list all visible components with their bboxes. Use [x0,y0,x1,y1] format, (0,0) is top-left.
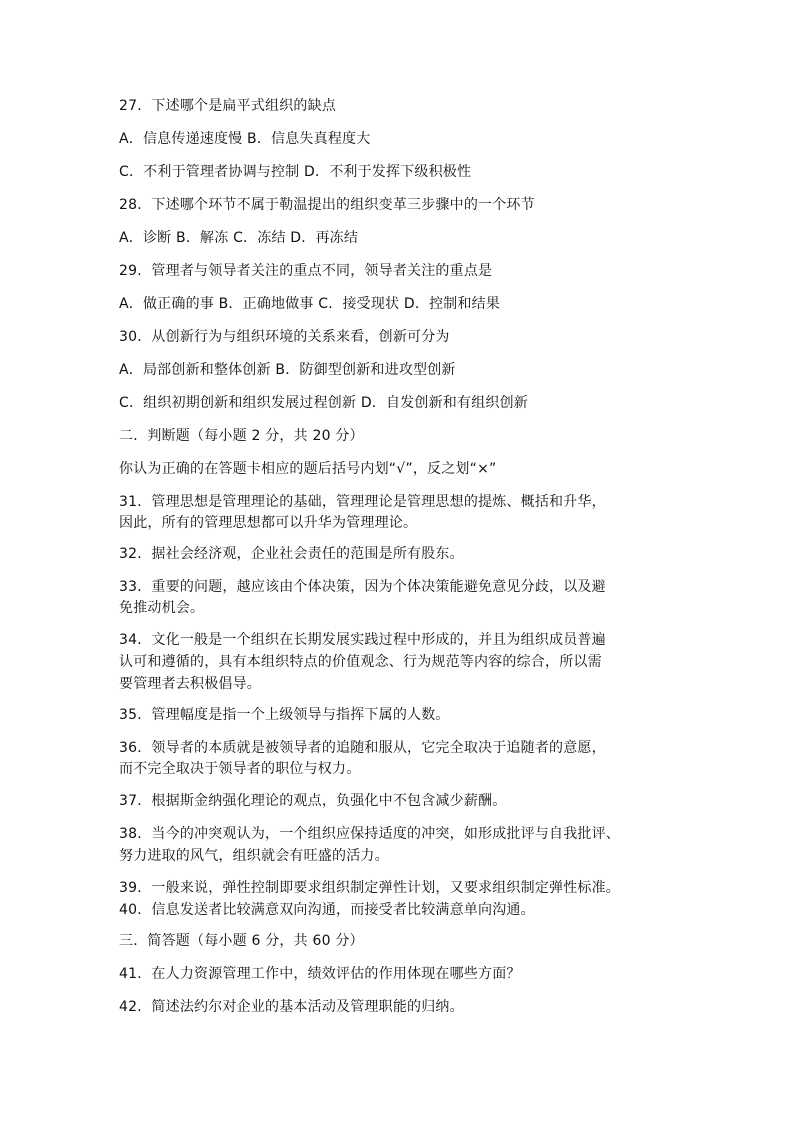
text-line: A．信息传递速度慢 B．信息失真程度大 [119,131,371,147]
text-line: A．诊断 B．解冻 C．冻结 D．再冻结 [119,230,359,246]
text-line: 29．管理者与领导者关注的重点不同，领导者关注的重点是 [119,263,493,279]
text-line: 33．重要的问题，越应该由个体决策，因为个体决策能避免意见分歧，以及避 [119,579,606,595]
text-line: 42．简述法约尔对企业的基本活动及管理职能的归纳。 [119,999,464,1015]
text-line: 34．文化一般是一个组织在长期发展实践过程中形成的，并且为组织成员普遍 [119,632,606,648]
text-line: 努力进取的风气，组织就会有旺盛的活力。 [119,848,389,864]
text-line: 认可和遵循的，具有本组织特点的价值观念、行为规范等内容的综合，所以需 [119,654,602,670]
text-line: 三．简答题（每小题 6 分，共 60 分） [119,933,364,949]
text-line: 免推动机会。 [119,600,205,616]
text-line: 36．领导者的本质就是被领导者的追随和服从，它完全取决于追随者的意愿， [119,740,606,756]
text-line: A．做正确的事 B．正确地做事 C．接受现状 D．控制和结果 [119,296,501,312]
text-line: 35．管理幅度是指一个上级领导与指挥下属的人数。 [119,707,450,723]
text-line: 40．信息发送者比较满意双向沟通，而接受者比较满意单向沟通。 [119,902,535,918]
text-line: 28．下述哪个环节不属于勒温提出的组织变革三步骤中的一个环节 [119,197,535,213]
text-line: A．局部创新和整体创新 B．防御型创新和进攻型创新 [119,362,456,378]
text-line: 30．从创新行为与组织环境的关系来看，创新可分为 [119,329,450,345]
text-line: 37．根据斯金纳强化理论的观点，负强化中不包含减少薪酬。 [119,793,507,809]
text-line: 41．在人力资源管理工作中，绩效评估的作用体现在哪些方面？ [119,966,521,982]
text-line: 39．一般来说，弹性控制即要求组织制定弹性计划，又要求组织制定弹性标准。 [119,880,621,896]
text-line: 而不完全取决于领导者的职位与权力。 [119,761,361,777]
text-line: C．组织初期创新和组织发展过程创新 D．自发创新和有组织创新 [119,395,529,411]
text-line: 27．下述哪个是扁平式组织的缺点 [119,98,337,114]
text-line: 31．管理思想是管理理论的基础，管理理论是管理思想的提炼、概括和升华， [119,494,606,510]
text-line: 38．当今的冲突观认为，一个组织应保持适度的冲突，如形成批评与自我批评、 [119,826,621,842]
text-line: C．不利于管理者协调与控制 D．不利于发挥下级积极性 [119,164,472,180]
text-line: 你认为正确的在答题卡相应的题后括号内划“√”，反之划“×” [119,461,497,477]
text-line: 因此，所有的管理思想都可以升华为管理理论。 [119,515,418,531]
text-line: 要管理者去积极倡导。 [119,676,261,692]
text-line: 二．判断题（每小题 2 分，共 20 分） [119,428,364,444]
text-line: 32．据社会经济观，企业社会责任的范围是所有股东。 [119,546,464,562]
